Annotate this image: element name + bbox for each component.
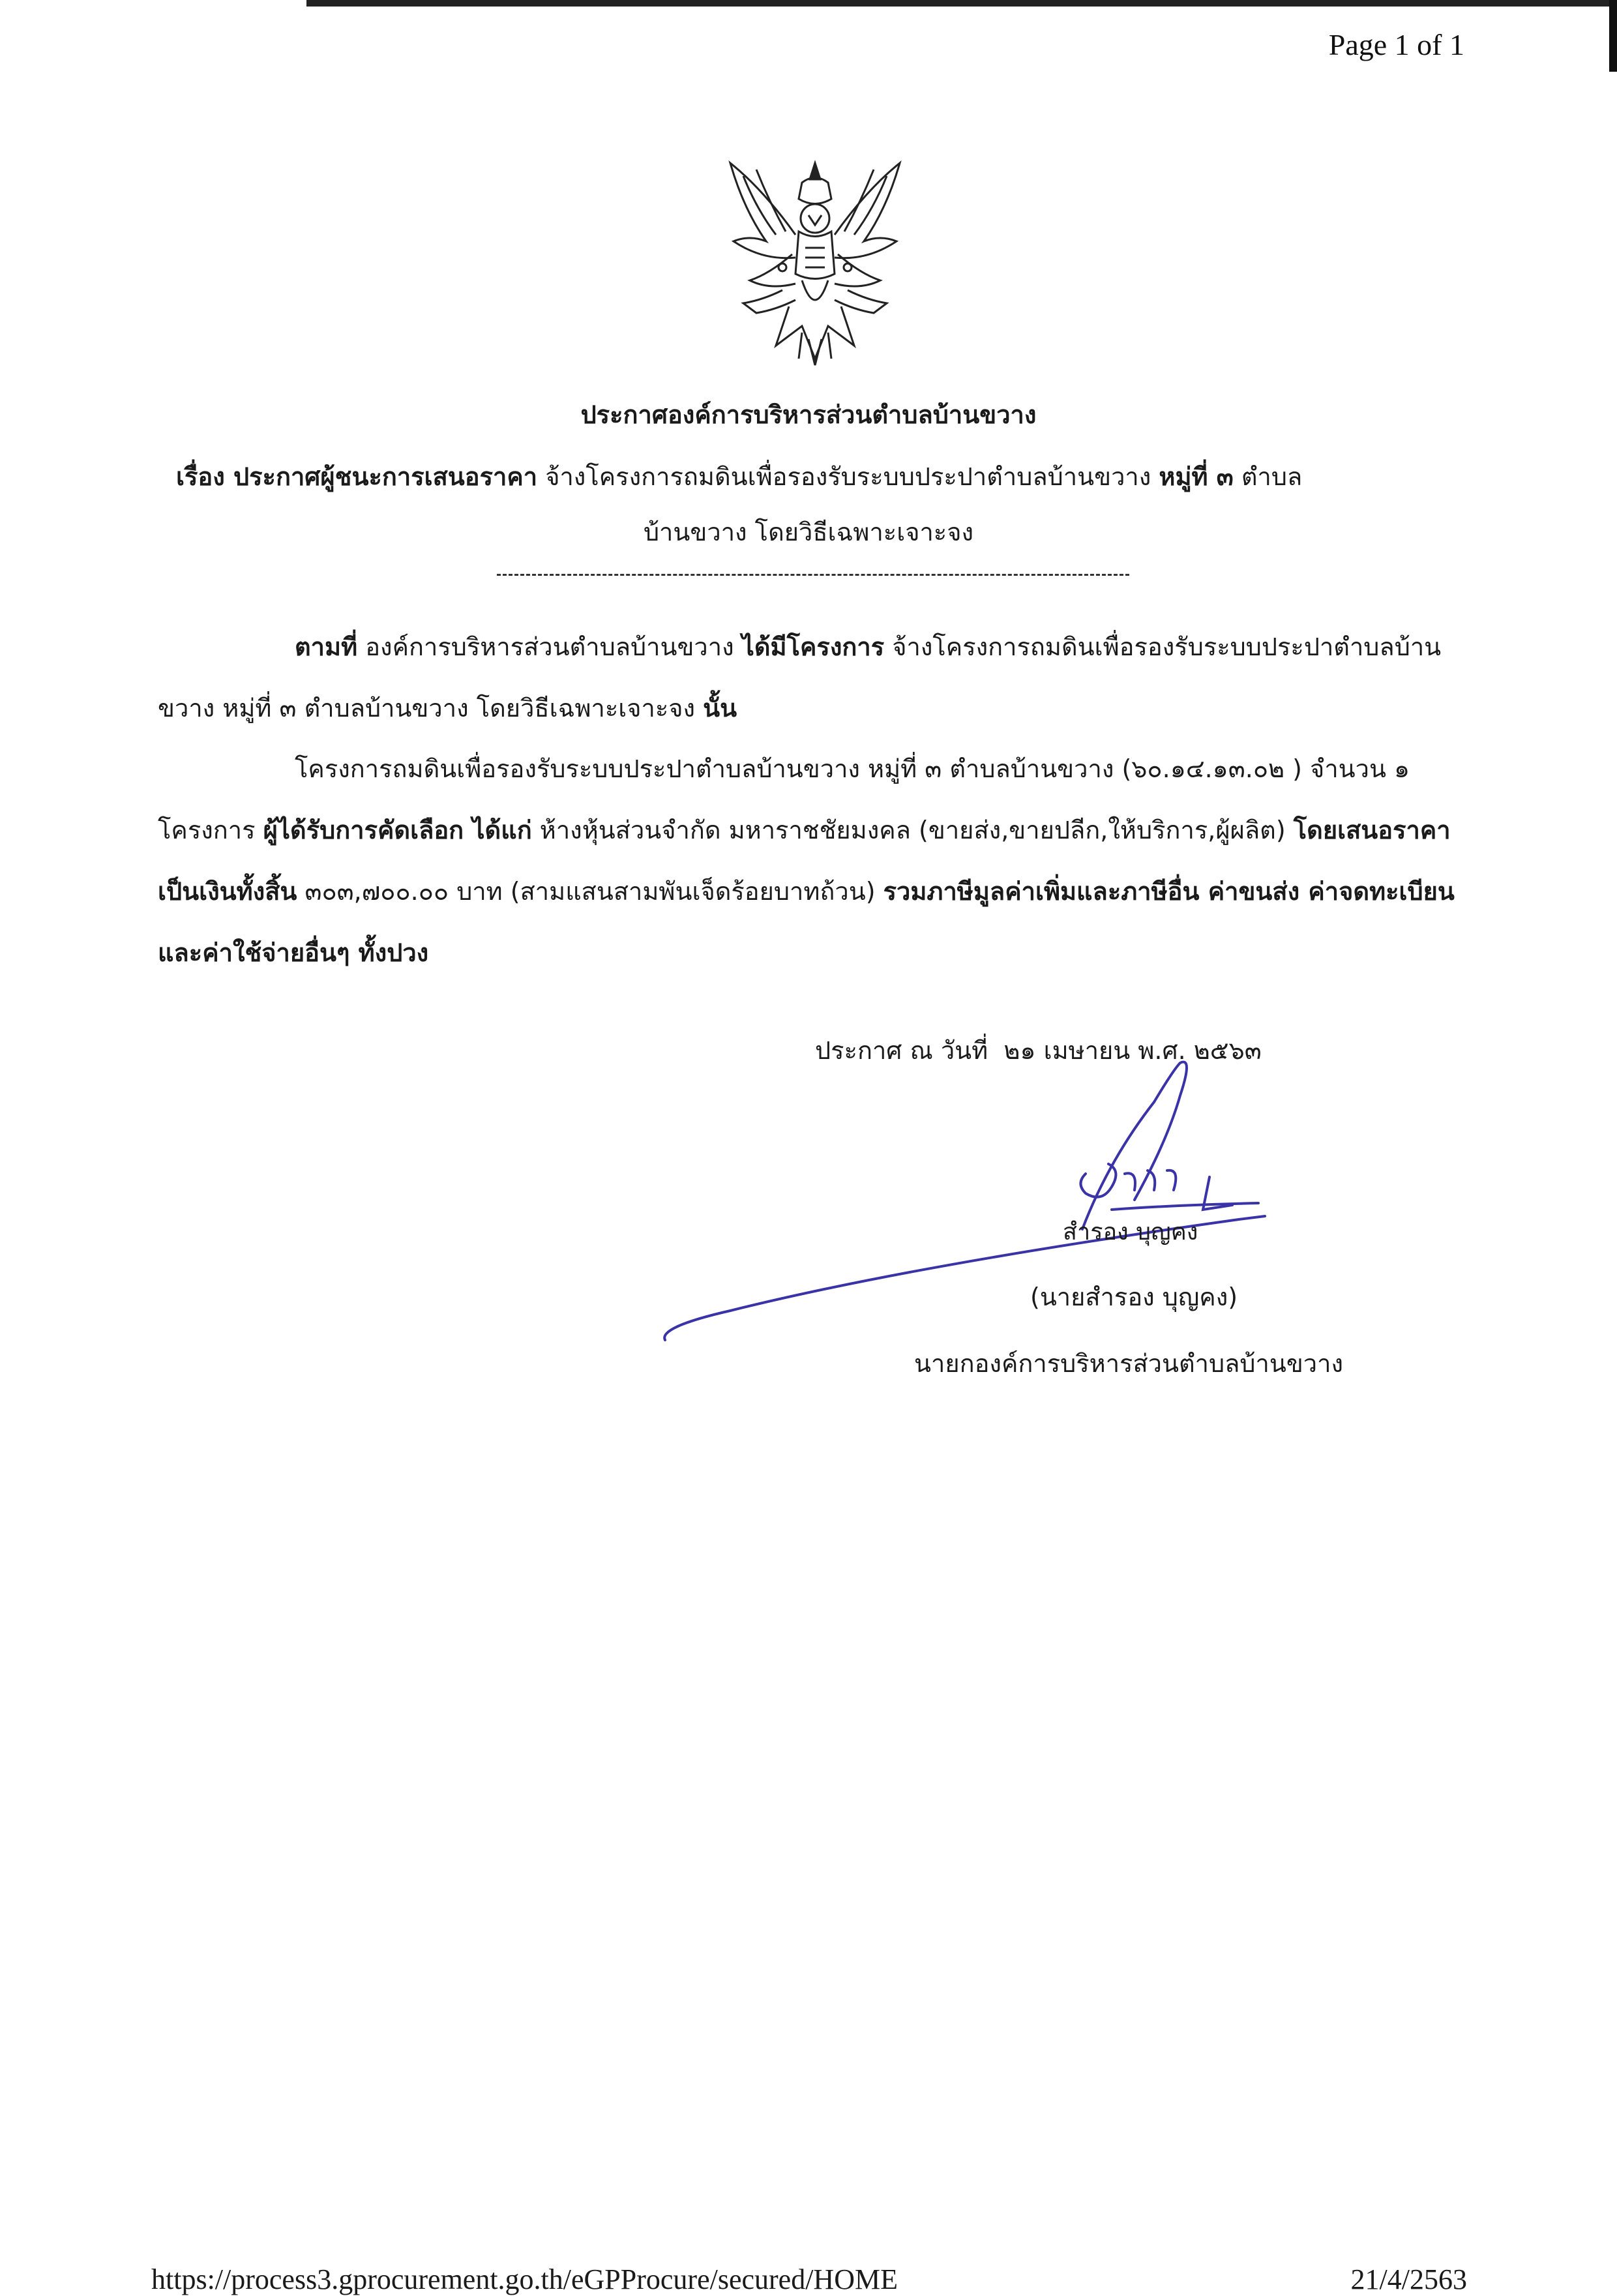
footer-date: 21/4/2563: [1350, 2263, 1467, 2295]
para1-bold-b: ได้มีโครงการ: [741, 633, 885, 661]
document-subject-line2: บ้านขวาง โดยวิธีเฉพาะเจาะจง: [643, 518, 974, 546]
para1-text-a: องค์การบริหารส่วนตำบลบ้านขวาง: [357, 633, 742, 661]
scan-edge-right: [1609, 0, 1617, 72]
signature-mark: [652, 1030, 1369, 1356]
para2-text-e: ๓๐๓,๗๐๐.๐๐ บาท (สามแสนสามพันเจ็ดร้อยบาทถ้วน): [297, 877, 883, 906]
document-title: ประกาศองค์การบริหารส่วนตำบลบ้านขวาง: [580, 400, 1037, 429]
para1-text-c: จ้างโครงการถมดินเพื่อรองรับระบบประปาตำบลบ้านขวาง หมู่ที่ ๓ ตำบลบ้านขวาง โดยวิธีเฉพาะเจาะจง: [158, 633, 1442, 723]
para2-text-a: โครงการถมดินเพื่อรองรับระบบประปาตำบลบ้านขวาง หมู่ที่ ๓ ตำบลบ้านขวาง (๖๐.๑๔.๑๓.๐๒ ) จำนวน ๑ โครงการ: [158, 754, 1410, 844]
footer-url: https://process3.gprocurement.go.th/eGPProcure/secured/HOME: [151, 2263, 898, 2295]
para2-text-c: ห้างหุ้นส่วนจำกัด มหาราชชัยมงคล (ขายส่ง,ขายปลีก,ให้บริการ,ผู้ผลิต): [531, 816, 1294, 844]
para1-bold-end: นั้น: [703, 694, 737, 723]
subject-text: จ้างโครงการถมดินเพื่อรองรับระบบประปาตำบลบ้านขวาง: [537, 462, 1159, 491]
garuda-emblem-icon: [704, 150, 926, 372]
separator-line: [497, 574, 1129, 576]
date-value: ๒๑ เมษายน พ.ศ. ๒๕๖๓: [1003, 1036, 1262, 1065]
subject-label: เรื่อง ประกาศผู้ชนะการเสนอราคา: [176, 462, 538, 491]
paragraph-winner: [158, 738, 1475, 983]
paragraph-announcement: [158, 616, 1475, 739]
para2-bold-f: รวมภาษีมูลค่าเพิ่มและภาษีอื่น ค่าขนส่ง ค่าจดทะเบียน และค่าใช้จ่ายอื่นๆ ทั้งปวง: [158, 877, 1455, 967]
signer-position: นายกองค์การบริหารส่วนตำบลบ้านขวาง: [914, 1349, 1344, 1378]
scan-edge-top: [306, 0, 1617, 7]
subject-moo: หมู่ที่ ๓: [1159, 462, 1234, 491]
signer-full-name: (นายสำรอง บุญคง): [1030, 1283, 1238, 1311]
subject-tambon: ตำบล: [1233, 462, 1303, 491]
date-label: ประกาศ ณ วันที่: [815, 1036, 988, 1065]
page-number: Page 1 of 1: [1328, 28, 1464, 61]
para2-bold-d: โดยเสนอราคา เป็นเงินทั้งสิ้น: [158, 816, 1451, 906]
signer-name: สำรอง บุญคง: [1063, 1219, 1198, 1245]
document-subject: [176, 456, 1302, 496]
para2-bold-b: ผู้ได้รับการคัดเลือก ได้แก่: [263, 816, 532, 844]
para1-lead: ตามที่: [295, 633, 358, 661]
